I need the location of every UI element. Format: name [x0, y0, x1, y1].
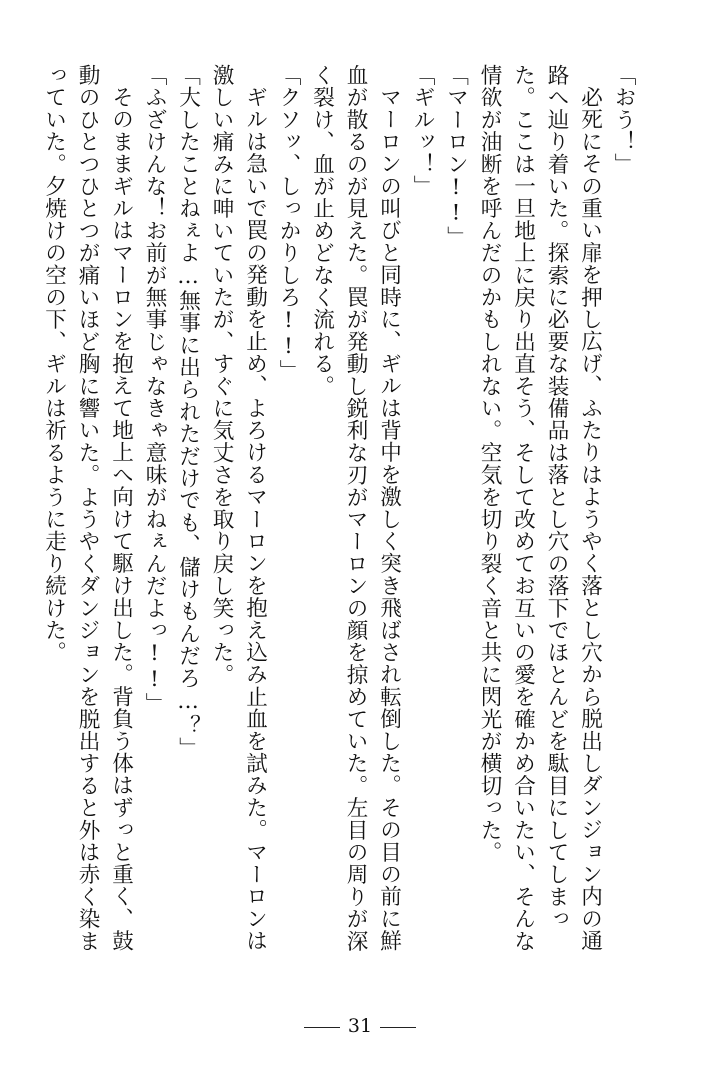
vertical-text-body	[41, 64, 640, 964]
dialogue-line: 「クソッ、しっかりしろ!!」	[276, 64, 301, 382]
folio-rule-right	[380, 1027, 416, 1028]
page-folio	[0, 1015, 720, 1037]
narration-paragraph: そのままギルはマーロンを抱えて地上へ向けて駆け出した。背負う体はずっと重く、鼓動のひとつひとつが痛いほど胸に響いた。ようやくダンジョンを脱出すると外は赤く染まっていた。夕焼けの空の下、ギルは祈るように走り続けた。	[41, 64, 134, 952]
narration-paragraph: 必死にその重い扉を押し広げ、ふたりはようやく落とし穴から脱出しダンジョン内の通路へ辿り着いた。探索に必要な装備品は落とし穴の落下でほとんどを駄目にしてしまった。ここは一旦地上に戻り出直そう、そして改めてお互いの愛を確かめ合いたい、そんな情欲が油断を呼んだのかもしれない。空気を切り裂く音と共に閃光が横切った。	[477, 64, 603, 952]
dialogue-line: 「おう！」	[611, 64, 636, 175]
folio-rule-left	[304, 1027, 340, 1028]
dialogue-line: 「ふざけんな！お前が無事じゃなきゃ意味がねぇんだよっ!!」	[142, 64, 167, 715]
dialogue-line: 「大したことねぇよ…無事に出られただけでも、儲けもんだろ…？」	[175, 64, 201, 759]
dialogue-line: 「マーロン!!」	[443, 64, 469, 249]
page-number: 31	[347, 1015, 373, 1037]
dialogue-line: 「ギルッ！」	[410, 64, 435, 198]
narration-paragraph: マーロンの叫びと同時に、ギルは背中を激しく突き飛ばされ転倒した。その目の前に鮮血が散るのが見えた。罠が発動し鋭利な刃がマーロンの顔を掠めていた。左目の周りが深く裂け、血が止めどなく流れる。	[309, 64, 402, 952]
narration-paragraph: ギルは急いで罠の発動を止め、よろけるマーロンを抱え込み止血を試みた。マーロンは激しい痛みに呻いていたが、すぐに気丈さを取り戻し笑った。	[209, 64, 268, 952]
